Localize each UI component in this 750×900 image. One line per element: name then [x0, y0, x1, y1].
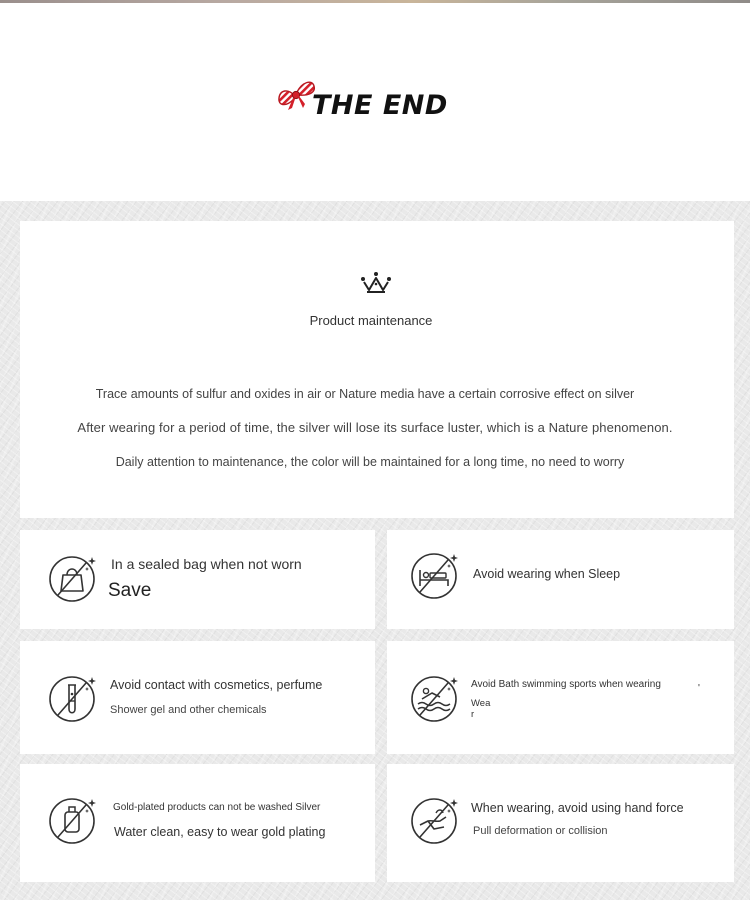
maintenance-card [20, 221, 734, 518]
no-washing-icon [48, 795, 98, 845]
maintenance-line-1: Trace amounts of sulfur and oxides in air or Nature media have a certain corrosive effect on silver [95, 387, 635, 401]
tip-force-line2: Pull deformation or collision [473, 825, 608, 837]
crown-icon [360, 270, 392, 296]
no-sleep-icon [410, 550, 460, 600]
tip-force-line1: When wearing, avoid using hand force [471, 801, 684, 815]
sealed-bag-icon [48, 553, 98, 603]
tip-swimming-mark: ' [698, 683, 700, 694]
tip-sealed-bag-line1: In a sealed bag when not worn [111, 556, 302, 572]
maintenance-line-3: Daily attention to maintenance, the color will be maintained for a long time, no need to worry [115, 455, 625, 469]
tip-swimming-line2a: Wea [471, 698, 491, 709]
tip-chemicals-line2: Shower gel and other chemicals [110, 704, 267, 716]
maintenance-line-2: After wearing for a period of time, the silver will lose its surface luster, which is a Nature phenomenon. [77, 420, 673, 435]
tip-swimming-line2b: r [471, 709, 475, 720]
tip-washing-line2: Water clean, easy to wear gold plating [114, 825, 326, 839]
tip-sealed-bag-line2: Save [108, 580, 152, 601]
tip-sleep-line1: Avoid wearing when Sleep [473, 567, 621, 581]
the-end-title: THE END [312, 90, 448, 121]
tip-washing-line1: Gold-plated products can not be washed Silver [113, 802, 321, 813]
no-force-icon [410, 795, 460, 845]
product-maintenance-title: Product maintenance [309, 313, 433, 328]
tip-chemicals-line1: Avoid contact with cosmetics, perfume [110, 678, 323, 692]
no-chemicals-icon [48, 673, 98, 723]
no-swimming-icon [410, 673, 460, 723]
tip-swimming-line1: Avoid Bath swimming sports when wearing [471, 679, 661, 690]
